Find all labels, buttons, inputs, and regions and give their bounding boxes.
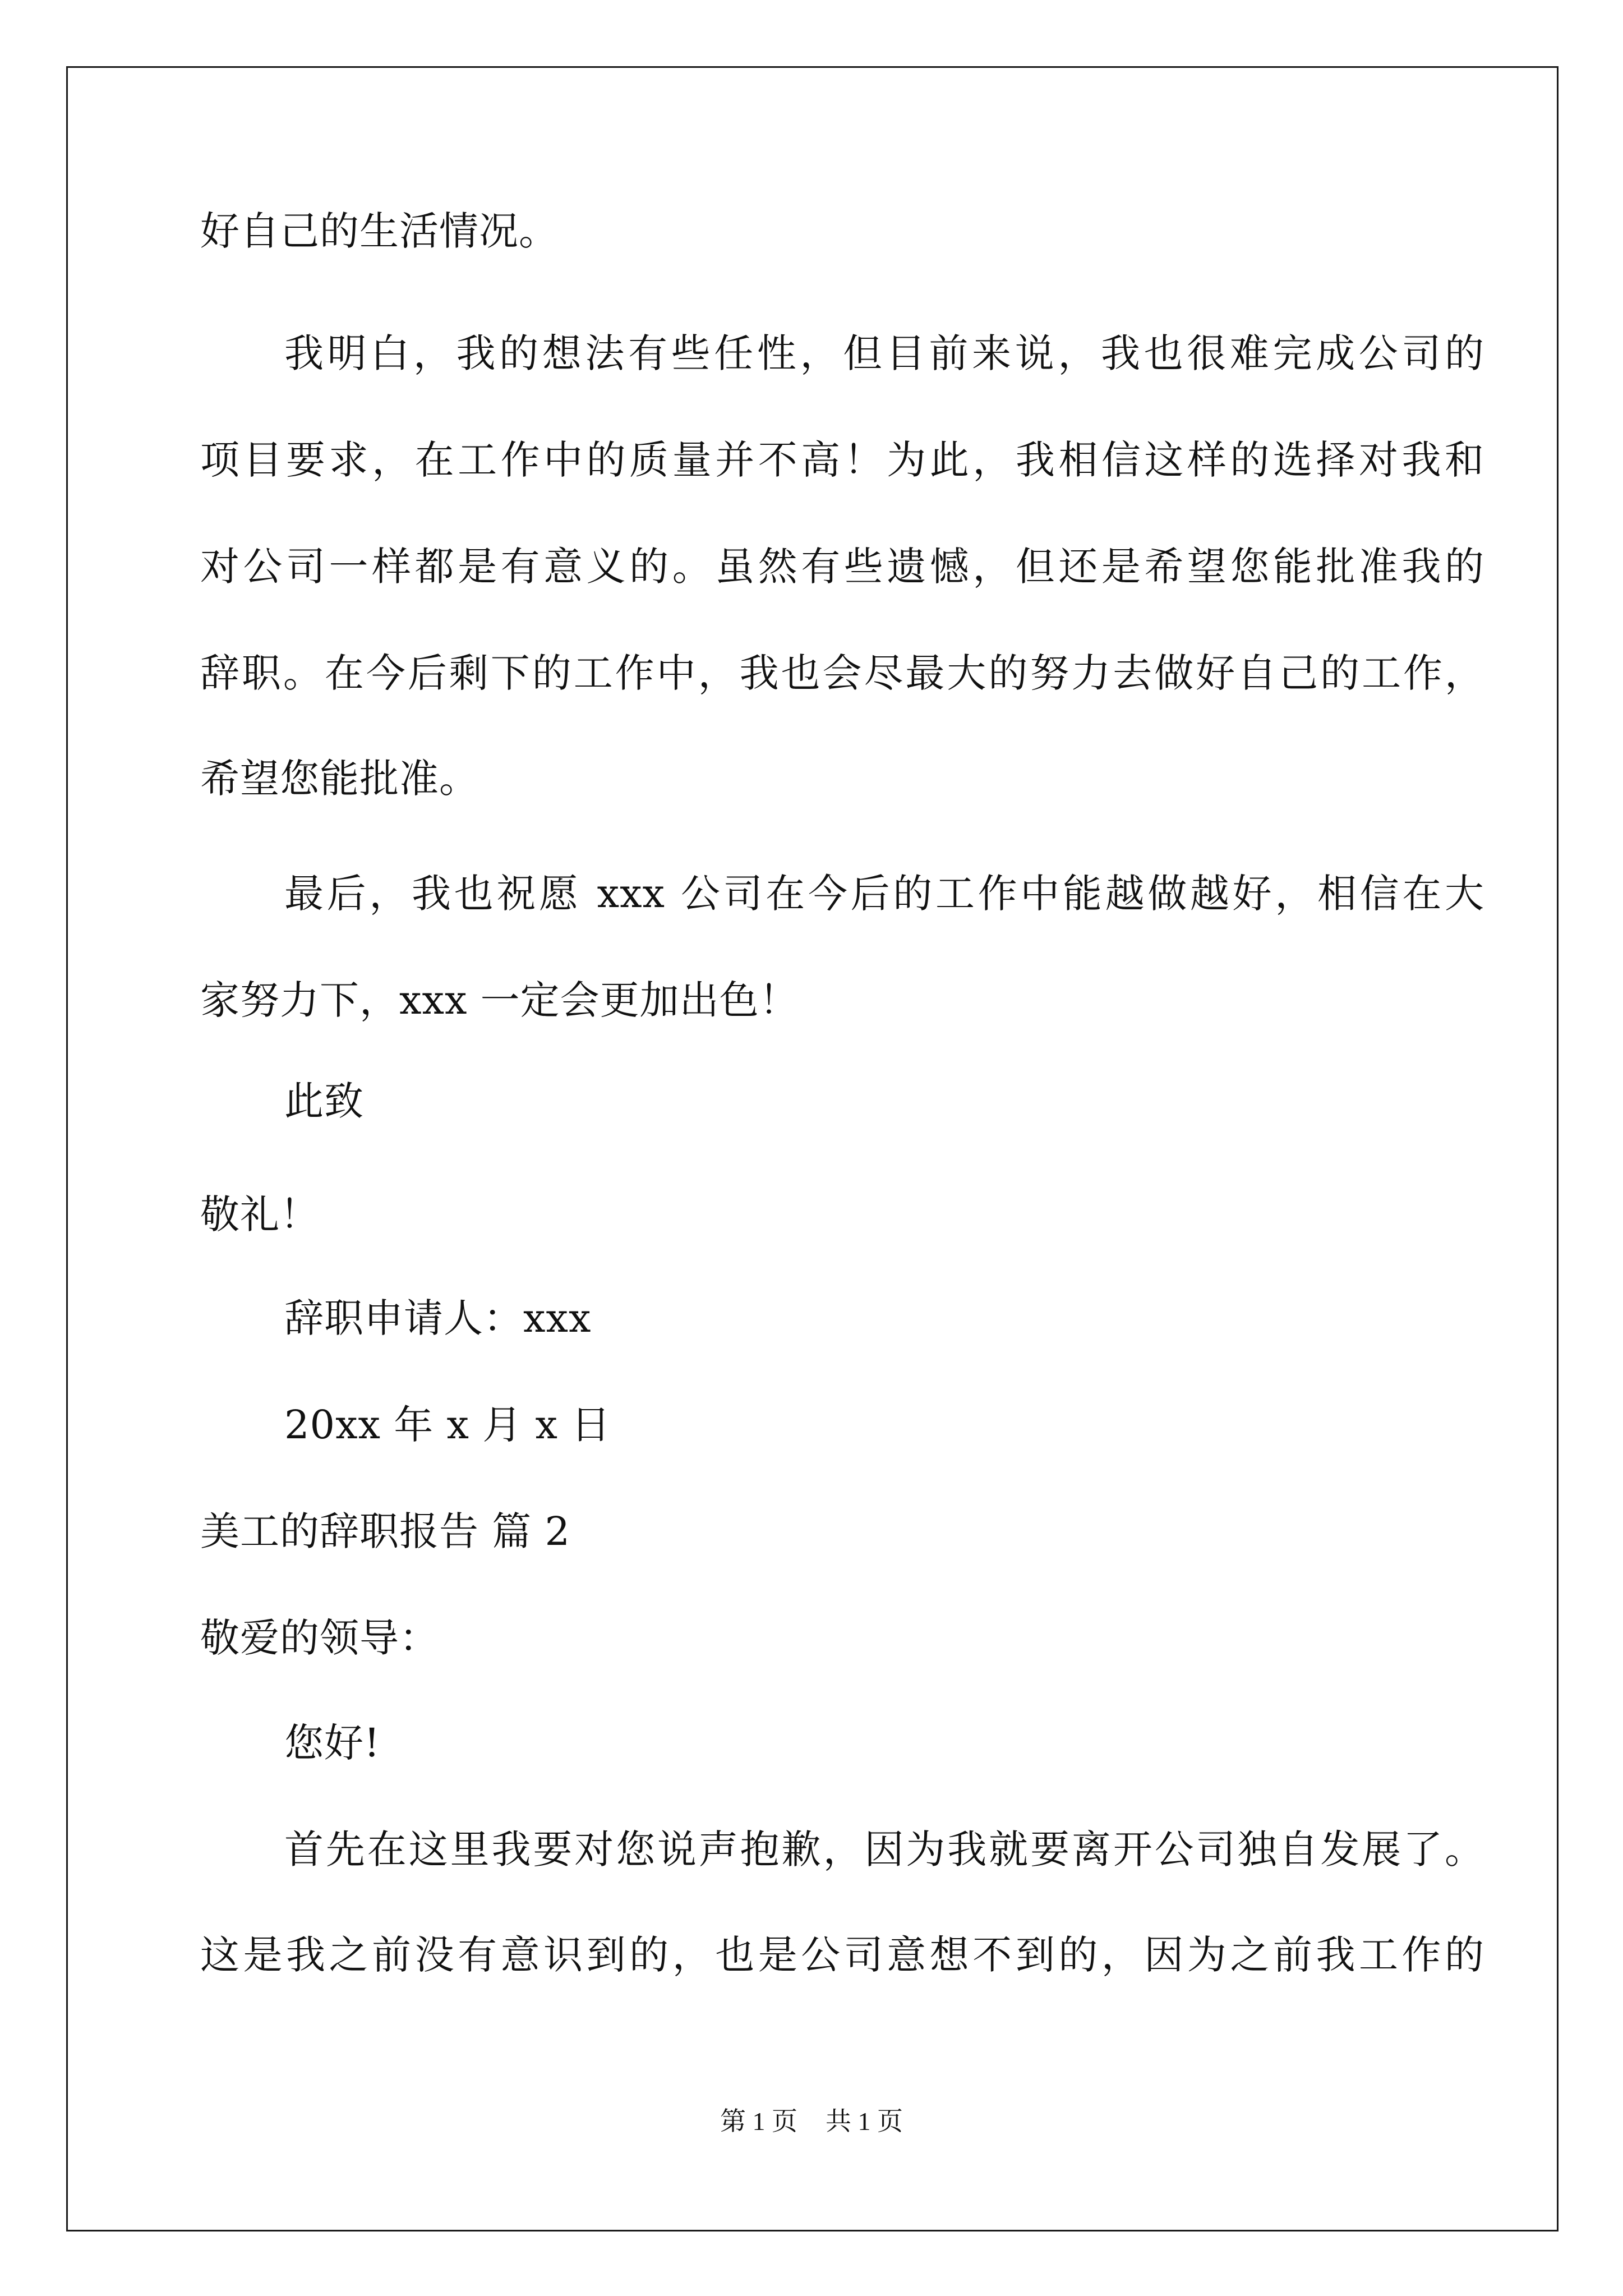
text-line: 我明白，我的想法有些任性，但目前来说，我也很难完成公司的 — [284, 330, 1484, 376]
text-line: 项目要求，在工作中的质量并不高！为此，我相信这样的选择对我和 — [200, 437, 1484, 483]
text-line: 家努力下，xxx 一定会更加出色！ — [200, 977, 799, 1023]
page-footer — [0, 2105, 1623, 2138]
page-total: 共 1 页 — [826, 2107, 903, 2136]
text-line: 这是我之前没有意识到的，也是公司意想不到的，因为之前我工作的 — [200, 1932, 1484, 1978]
text-line: 希望您能批准。 — [200, 756, 479, 802]
text-line: 对公司一样都是有意义的。虽然有些遗憾，但还是希望您能批准我的 — [200, 544, 1484, 590]
text-line: 敬礼！ — [200, 1191, 320, 1237]
text-line: 辞职申请人：xxx — [284, 1295, 592, 1341]
text-line: 敬爱的领导： — [200, 1615, 439, 1661]
text-line: 好自己的生活情况。 — [200, 208, 559, 254]
text-line: 最后，我也祝愿 xxx 公司在今后的工作中能越做越好，相信在大 — [284, 871, 1484, 917]
text-line: 20xx 年 x 月 x 日 — [284, 1402, 611, 1448]
page-frame — [66, 66, 1559, 2231]
section-heading: 美工的辞职报告 篇 2 — [200, 1508, 571, 1554]
text-line: 此致 — [284, 1078, 364, 1124]
text-line: 您好! — [284, 1720, 381, 1766]
text-line: 首先在这里我要对您说声抱歉，因为我就要离开公司独自发展了。 — [284, 1826, 1484, 1872]
page-number: 第 1 页 — [720, 2107, 797, 2136]
text-line: 辞职。在今后剩下的工作中，我也会尽最大的努力去做好自己的工作， — [200, 650, 1484, 696]
